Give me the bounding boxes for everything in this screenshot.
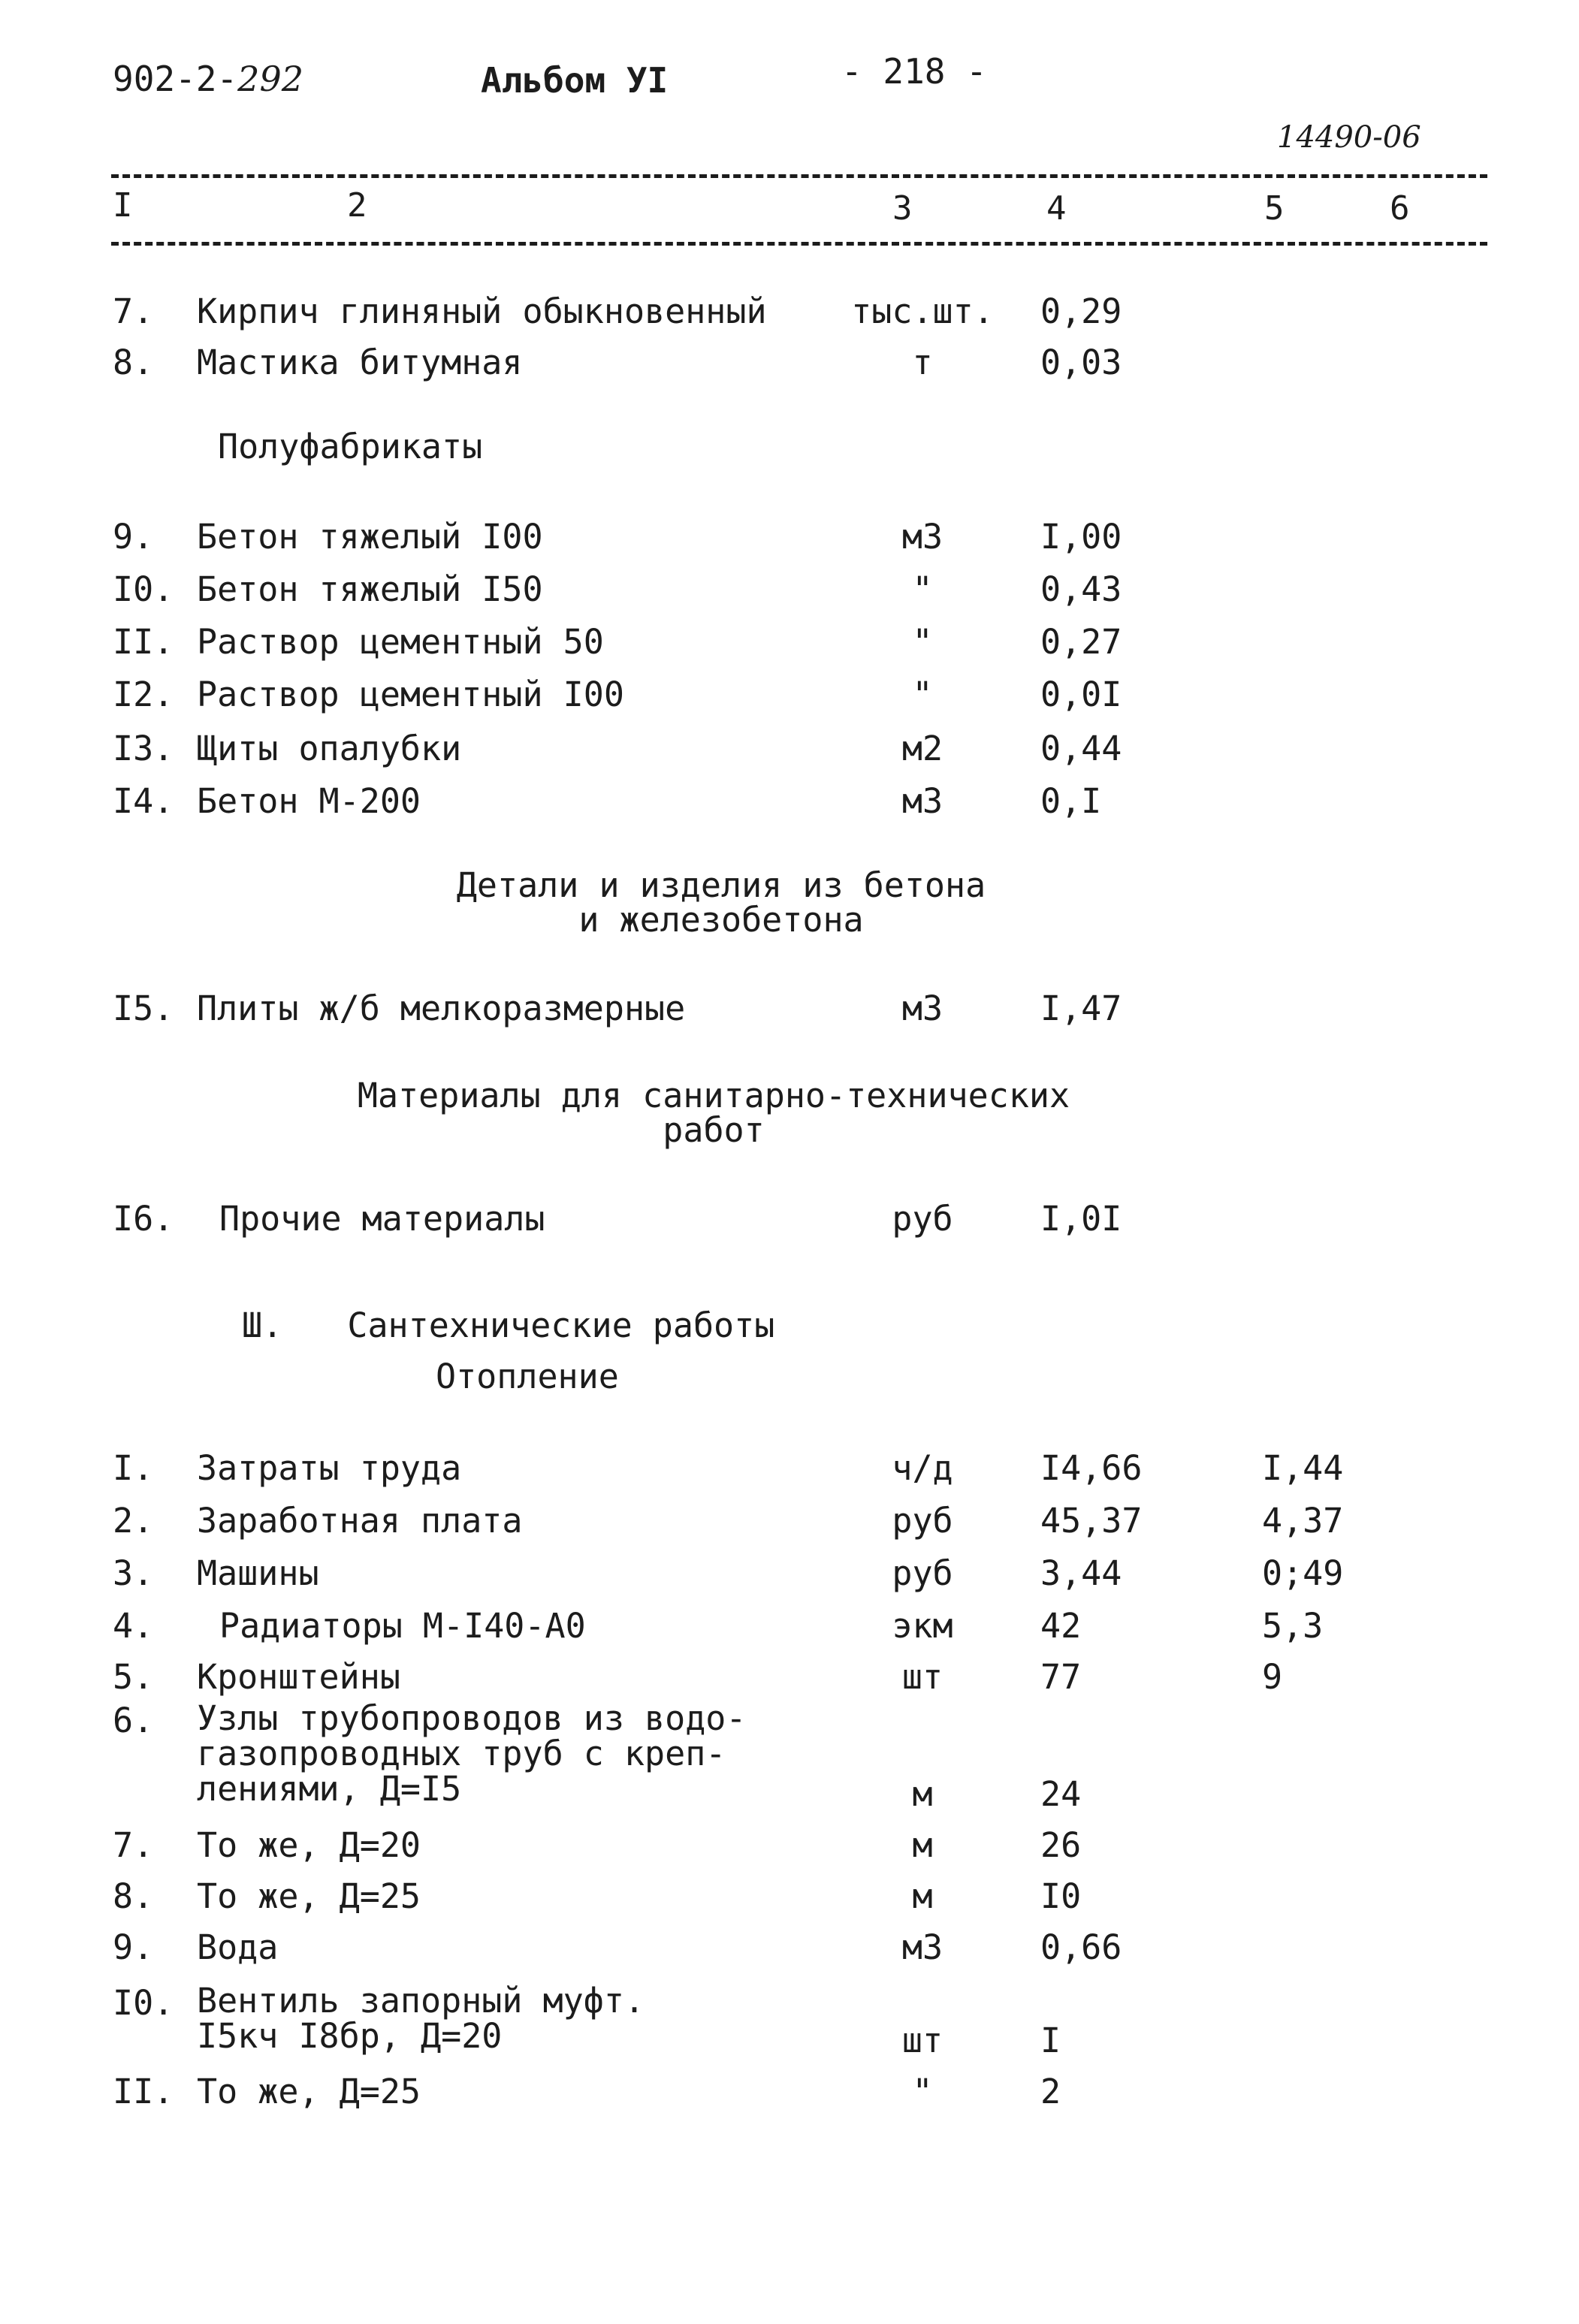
- row-unit: м3: [901, 1927, 943, 1967]
- row-value-col4: 0,44: [1040, 729, 1122, 768]
- row-name: Бетон М-200: [197, 781, 421, 821]
- row-value-col5: 4,37: [1262, 1501, 1344, 1541]
- row-value-col4: 77: [1040, 1657, 1082, 1697]
- section-heading-line: и железобетона: [578, 900, 864, 940]
- row-value-col4: 3,44: [1040, 1553, 1122, 1593]
- table-row: [0, 1927, 1579, 1977]
- table-row: [0, 1606, 1579, 1655]
- row-name: Затраты труда: [197, 1448, 462, 1488]
- row-value-col4: I: [1040, 2021, 1061, 2060]
- table-row: [0, 1501, 1579, 1550]
- row-unit: ч/д: [892, 1448, 953, 1488]
- row-value-col4: 0,03: [1040, 343, 1122, 382]
- row-unit: м: [912, 1876, 933, 1916]
- row-unit: ": [912, 622, 933, 662]
- row-unit: ": [912, 569, 933, 609]
- row-unit: руб: [892, 1501, 953, 1541]
- table-row: [0, 1553, 1579, 1603]
- row-number: 6.: [113, 1701, 154, 1740]
- row-unit: м3: [901, 517, 943, 557]
- row-name-line: I5кч I8бр, Д=20: [197, 2016, 503, 2056]
- row-name: Мастика битумная: [197, 343, 523, 382]
- row-unit: ": [912, 2072, 933, 2111]
- row-name: Вода: [197, 1927, 279, 1967]
- row-value-col4: 0,27: [1040, 622, 1122, 662]
- column-header-4: 4: [1046, 189, 1067, 228]
- row-name-multiline: [197, 1698, 747, 1809]
- row-value-col4: 45,37: [1040, 1501, 1143, 1541]
- table-row: [0, 517, 1579, 566]
- row-name: То же, Д=20: [197, 1825, 421, 1865]
- table-row: [0, 343, 1579, 392]
- row-value-col4: 42: [1040, 1606, 1082, 1646]
- row-value-col4: I4,66: [1040, 1448, 1143, 1488]
- row-unit: шт: [901, 2021, 943, 2060]
- row-unit: шт: [901, 1657, 943, 1697]
- row-value-col4: 2: [1040, 2072, 1061, 2111]
- table-row: [0, 291, 1579, 341]
- table-row: [0, 622, 1579, 672]
- table-row: [0, 1448, 1579, 1498]
- row-value-col4: 0,29: [1040, 291, 1122, 331]
- row-number: I0.: [113, 569, 174, 609]
- table-row: [0, 729, 1579, 778]
- row-name: Бетон тяжелый I00: [197, 517, 543, 557]
- row-value-col4: I0: [1040, 1876, 1082, 1916]
- table-row: [0, 2072, 1579, 2121]
- row-name: Машины: [197, 1553, 319, 1593]
- row-name: То же, Д=25: [197, 1876, 421, 1916]
- row-number: 8.: [113, 343, 154, 382]
- row-name: Заработная плата: [197, 1501, 523, 1541]
- document-code: [113, 59, 303, 99]
- table-row: [0, 1825, 1579, 1875]
- section-heading-sanitary-works: [242, 1305, 774, 1345]
- row-unit: т: [912, 343, 933, 382]
- column-header-3: 3: [892, 189, 913, 228]
- row-value-col4: 26: [1040, 1825, 1082, 1865]
- row-number: 3.: [113, 1553, 154, 1593]
- section-title: Сантехнические работы: [347, 1305, 775, 1345]
- row-name: Раствор цементный 50: [197, 622, 604, 662]
- row-value-col4: 24: [1040, 1774, 1082, 1814]
- row-name: Бетон тяжелый I50: [197, 569, 543, 609]
- row-number: 9.: [113, 1927, 154, 1967]
- row-number: I6.: [113, 1199, 174, 1239]
- table-row: [0, 675, 1579, 724]
- row-number: 2.: [113, 1501, 154, 1541]
- album-label: Альбом УI: [481, 60, 669, 101]
- row-unit: м3: [901, 781, 943, 821]
- section-heading-heating: Отопление: [436, 1357, 619, 1396]
- row-name-line: газопроводных труб с креп-: [197, 1734, 726, 1773]
- document-code-handwritten: 292: [237, 59, 303, 99]
- row-number: 7.: [113, 291, 154, 331]
- row-value-col4: 0,43: [1040, 569, 1122, 609]
- row-number: 7.: [113, 1825, 154, 1865]
- table-row: [0, 988, 1579, 1038]
- row-value-col4: 0,I: [1040, 781, 1102, 821]
- section-heading-semifinished: Полуфабрикаты: [218, 427, 483, 466]
- row-unit: тыс.шт.: [851, 291, 994, 331]
- column-header-2: 2: [347, 186, 367, 225]
- section-heading-sanitary-materials: [225, 1076, 1202, 1150]
- row-number: 5.: [113, 1657, 154, 1697]
- row-value-col4: 0,0I: [1040, 675, 1122, 714]
- row-value-col4: I,00: [1040, 517, 1122, 557]
- column-header-6: 6: [1390, 189, 1410, 228]
- section-roman-numeral: Ш.: [242, 1305, 283, 1345]
- row-number: I.: [113, 1448, 154, 1488]
- row-unit: м: [912, 1774, 933, 1814]
- row-value-col5: I,44: [1262, 1448, 1344, 1488]
- column-header-5: 5: [1264, 189, 1285, 228]
- row-unit: руб: [892, 1553, 953, 1593]
- archive-stamp: 14490-06: [1277, 120, 1421, 155]
- row-unit: экм: [892, 1606, 953, 1646]
- row-name: Радиаторы М-I40-А0: [219, 1606, 586, 1646]
- table-row: [0, 781, 1579, 831]
- row-value-col5: 9: [1262, 1657, 1283, 1697]
- row-name: Кронштейны: [197, 1657, 400, 1697]
- row-name-line: Вентиль запорный муфт.: [197, 1981, 645, 2021]
- section-heading-line: работ: [663, 1110, 765, 1150]
- row-value-col4: I,0I: [1040, 1199, 1122, 1239]
- row-name: Прочие материалы: [219, 1199, 545, 1239]
- row-value-col4: 0,66: [1040, 1927, 1122, 1967]
- row-number: I4.: [113, 781, 174, 821]
- row-name-line: Узлы трубопроводов из водо-: [197, 1698, 747, 1738]
- row-unit: м2: [901, 729, 943, 768]
- row-number: 8.: [113, 1876, 154, 1916]
- page-number: - 218 -: [841, 51, 987, 92]
- row-number: II.: [113, 622, 174, 662]
- section-heading-line: Детали и изделия из бетона: [456, 865, 986, 905]
- table-top-rule: [111, 174, 1487, 178]
- row-number: 9.: [113, 517, 154, 557]
- document-code-prefix: 902-2-: [113, 59, 238, 99]
- table-row: [0, 1199, 1579, 1248]
- row-value-col5: 5,3: [1262, 1606, 1324, 1646]
- row-number: I0.: [113, 1983, 174, 2023]
- row-name: То же, Д=25: [197, 2072, 421, 2111]
- row-unit: ": [912, 675, 933, 714]
- row-number: I5.: [113, 988, 174, 1028]
- row-name-line: лениями, Д=I5: [197, 1769, 462, 1809]
- section-heading-line: Материалы для санитарно-технических: [357, 1076, 1070, 1115]
- row-unit: м: [912, 1825, 933, 1865]
- row-number: 4.: [113, 1606, 154, 1646]
- table-header-rule: [111, 242, 1487, 246]
- row-number: I2.: [113, 675, 174, 714]
- table-row: [0, 569, 1579, 619]
- row-name: Раствор цементный I00: [197, 675, 624, 714]
- section-heading-concrete-parts: [285, 865, 1157, 940]
- row-number: I3.: [113, 729, 174, 768]
- column-header-1: I: [113, 186, 133, 225]
- row-name-multiline: [197, 1983, 645, 2054]
- row-name: Кирпич глиняный обыкновенный: [197, 291, 767, 331]
- row-number: II.: [113, 2072, 174, 2111]
- row-name: Плиты ж/б мелкоразмерные: [197, 988, 686, 1028]
- row-value-col4: I,47: [1040, 988, 1122, 1028]
- row-unit: м3: [901, 988, 943, 1028]
- table-row: [0, 1876, 1579, 1926]
- row-unit: руб: [892, 1199, 953, 1239]
- row-name: Щиты опалубки: [197, 729, 462, 768]
- row-value-col5: 0;49: [1262, 1553, 1344, 1593]
